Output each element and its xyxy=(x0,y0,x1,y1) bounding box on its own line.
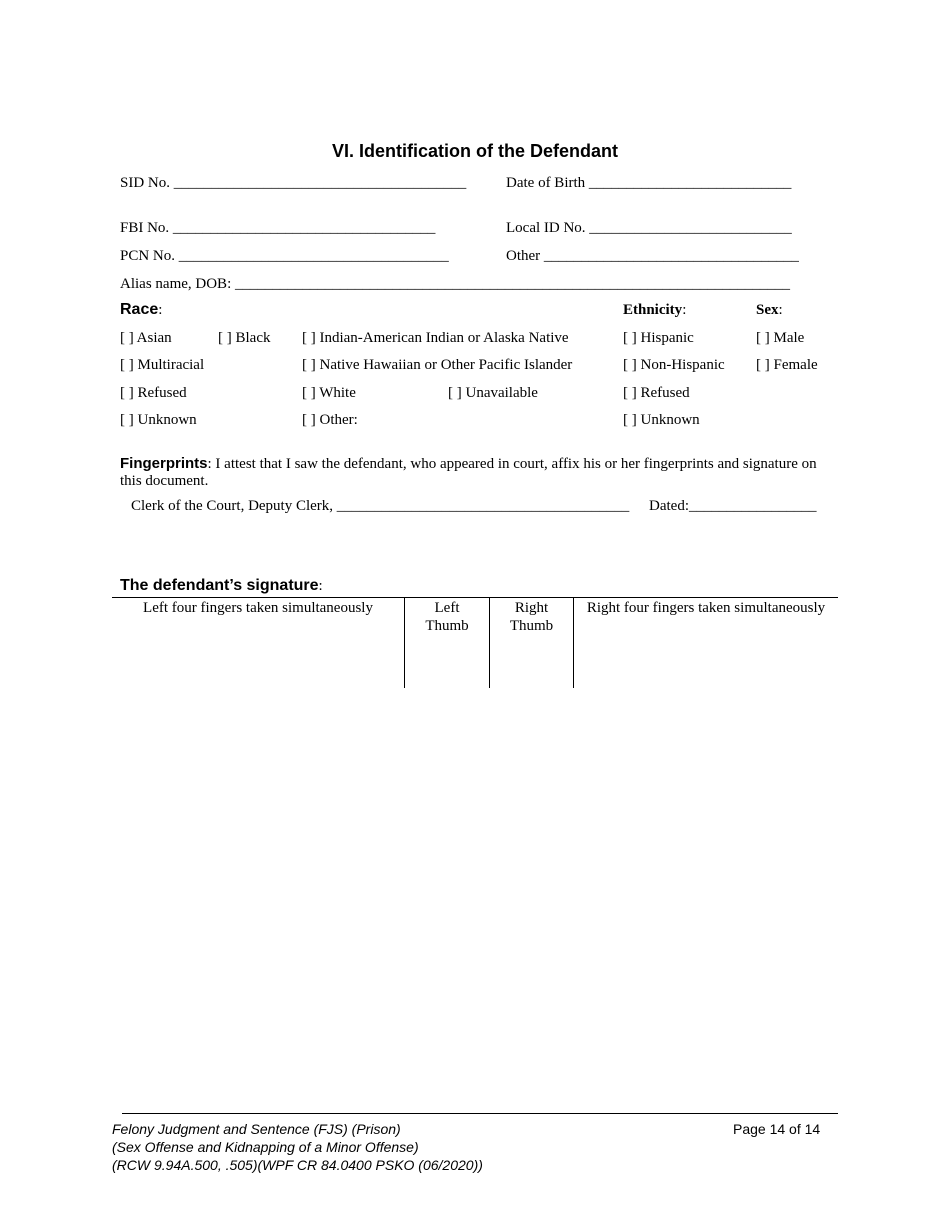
race-multiracial-checkbox[interactable]: [ ] Multiracial xyxy=(120,357,205,373)
left-thumb-label-1: Left xyxy=(434,600,460,616)
race-black-checkbox[interactable]: [ ] Black xyxy=(218,330,271,346)
alias-field[interactable]: Alias name, DOB: __________________________________________________________________________ xyxy=(120,276,790,292)
other-field[interactable]: Other __________________________________ xyxy=(506,248,799,264)
ethnicity-colon: : xyxy=(682,302,687,318)
fingerprints-text: : I attest that I saw the defendant, who appeared in court, affix his or her fingerprints and signature on this document. xyxy=(120,456,817,489)
ethnicity-non-hispanic-checkbox[interactable]: [ ] Non-Hispanic xyxy=(623,357,725,373)
sex-male-checkbox[interactable]: [ ] Male xyxy=(756,330,805,346)
sex-female-checkbox[interactable]: [ ] Female xyxy=(756,357,818,373)
ethnicity-unknown-checkbox[interactable]: [ ] Unknown xyxy=(623,412,700,428)
sid-field[interactable]: SID No. _______________________________________ xyxy=(120,175,467,191)
race-unknown-checkbox[interactable]: [ ] Unknown xyxy=(120,412,197,428)
dated-field[interactable]: Dated:_________________ xyxy=(649,498,817,514)
sex-colon: : xyxy=(778,302,783,318)
left-thumb-label-2: Thumb xyxy=(425,618,469,634)
clerk-signature-field[interactable]: Clerk of the Court, Deputy Clerk, _______________________________________ xyxy=(131,498,630,514)
race-unavailable-checkbox[interactable]: [ ] Unavailable xyxy=(448,385,538,401)
fbi-field[interactable]: FBI No. ___________________________________ xyxy=(120,220,436,236)
left-thumb-cell[interactable] xyxy=(405,598,489,688)
right-thumb-label-1: Right xyxy=(514,600,549,616)
ethnicity-label: Ethnicity xyxy=(623,302,683,318)
signature-colon: : xyxy=(318,578,323,594)
dob-field[interactable]: Date of Birth ___________________________ xyxy=(506,175,792,191)
right-four-fingers-cell[interactable] xyxy=(574,598,838,688)
sex-label: Sex xyxy=(756,302,779,318)
race-refused-checkbox[interactable]: [ ] Refused xyxy=(120,385,187,401)
race-header xyxy=(120,301,162,319)
ethnicity-refused-checkbox[interactable]: [ ] Refused xyxy=(623,385,690,401)
fingerprints-attestation xyxy=(120,455,830,490)
section-title: VI. Identification of the Defendant xyxy=(331,141,618,161)
footer-line-2: (Sex Offense and Kidnapping of a Minor Offense) xyxy=(112,1139,419,1155)
right-thumb-cell[interactable] xyxy=(490,598,573,688)
signature-label: The defendant’s signature xyxy=(120,577,319,594)
race-colon: : xyxy=(158,302,163,318)
sex-header xyxy=(756,302,783,319)
race-label: Race xyxy=(120,301,159,318)
fingerprints-label: Fingerprints xyxy=(120,455,208,472)
local-id-field[interactable]: Local ID No. ___________________________ xyxy=(506,220,792,236)
right-four-fingers-label: Right four fingers taken simultaneously xyxy=(586,600,826,616)
footer-line-1: Felony Judgment and Sentence (FJS) (Prison) xyxy=(112,1121,401,1137)
page-number: Page 14 of 14 xyxy=(733,1121,821,1137)
race-other-checkbox[interactable]: [ ] Other: xyxy=(302,412,358,428)
defendant-signature-heading xyxy=(120,577,323,595)
ethnicity-hispanic-checkbox[interactable]: [ ] Hispanic xyxy=(623,330,694,346)
footer-form-title xyxy=(112,1120,483,1174)
fingerprint-table xyxy=(112,597,838,687)
race-hawaiian-checkbox[interactable]: [ ] Native Hawaiian or Other Pacific Islander xyxy=(302,357,573,373)
race-indian-checkbox[interactable]: [ ] Indian-American Indian or Alaska Native xyxy=(302,330,569,346)
footer-line-3: (RCW 9.94A.500, .505)(WPF CR 84.0400 PSKO (06/2020)) xyxy=(112,1157,483,1173)
right-thumb-label-2: Thumb xyxy=(509,618,554,634)
race-white-checkbox[interactable]: [ ] White xyxy=(302,385,356,401)
left-four-fingers-cell[interactable] xyxy=(112,598,404,688)
footer-divider xyxy=(122,1113,838,1114)
race-asian-checkbox[interactable]: [ ] Asian xyxy=(120,330,172,346)
ethnicity-header xyxy=(623,302,686,319)
left-four-fingers-label: Left four fingers taken simultaneously xyxy=(143,600,373,616)
pcn-field[interactable]: PCN No. ____________________________________ xyxy=(120,248,449,264)
